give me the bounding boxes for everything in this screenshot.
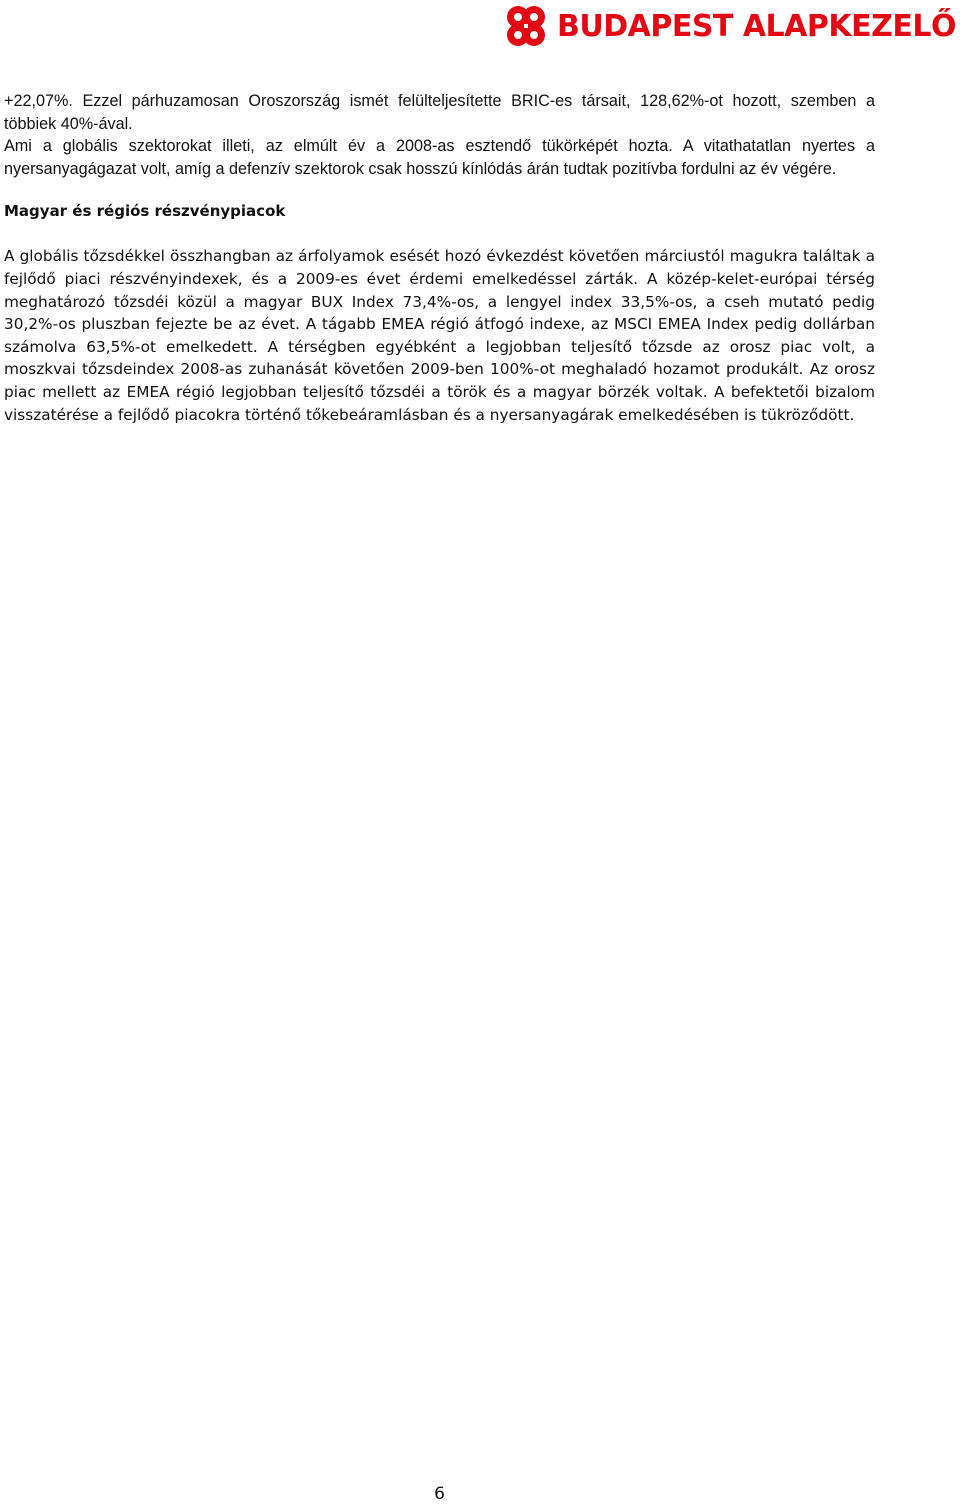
document-body — [4, 90, 875, 426]
section-heading: Magyar és régiós részvénypiacok — [4, 202, 286, 221]
intro-paragraph-2: Ami a globális szektorokat illeti, az elmúlt év a 2008-as esztendő tükörképét hozta. A vitathatatlan nyertes a nyersanyagágazat volt, amíg a defenzív szektorok csak hosszú kínlódás árán tudtak pozitívba fordulni az év végére. — [4, 137, 875, 178]
quatrefoil-logo-icon — [503, 4, 549, 48]
page-number: 6 — [434, 1484, 445, 1504]
brand-name: BUDAPEST ALAPKEZELŐ — [557, 8, 956, 44]
intro-paragraph-1: +22,07%. Ezzel párhuzamosan Oroszország ismét felülteljesítette BRIC-es társait, 128,62%-ot hozott, szemben a többiek 40%-ával. — [4, 92, 875, 133]
section-paragraph: A globális tőzsdékkel összhangban az árfolyamok esését hozó évkezdést követően márciustól magukra találtak a fejlődő piaci részvényindexek, és a 2009-es évet érdemi emelkedéssel zárták. A közép-kelet-európai térség meghatározó tőzsdéi közül a magyar BUX Index 73,4%-os, a lengyel index 33,5%-os, a cseh mutató pedig 30,2%-os pluszban fejezte be az évet. A tágabb EMEA régió átfogó indexe, az MSCI EMEA Index pedig dollárban számolva 63,5%-ot emelkedett. A térségben egyébként a legjobban teljesítő tőzsde az orosz piac volt, a moszkvai tőzsdeindex 2008-as zuhanását követően 2009-ben 100%-ot meghaladó hozamot produkált. Az orosz piac mellett az EMEA régió legjobban teljesítő tőzsdéi a török és a magyar börzék voltak. A befektetői bizalom visszatérése a fejlődő piacokra történő tőkebeáramlásban és a nyersanyagárak emelkedésében is tükröződött. — [4, 247, 875, 424]
page-header — [503, 4, 956, 48]
